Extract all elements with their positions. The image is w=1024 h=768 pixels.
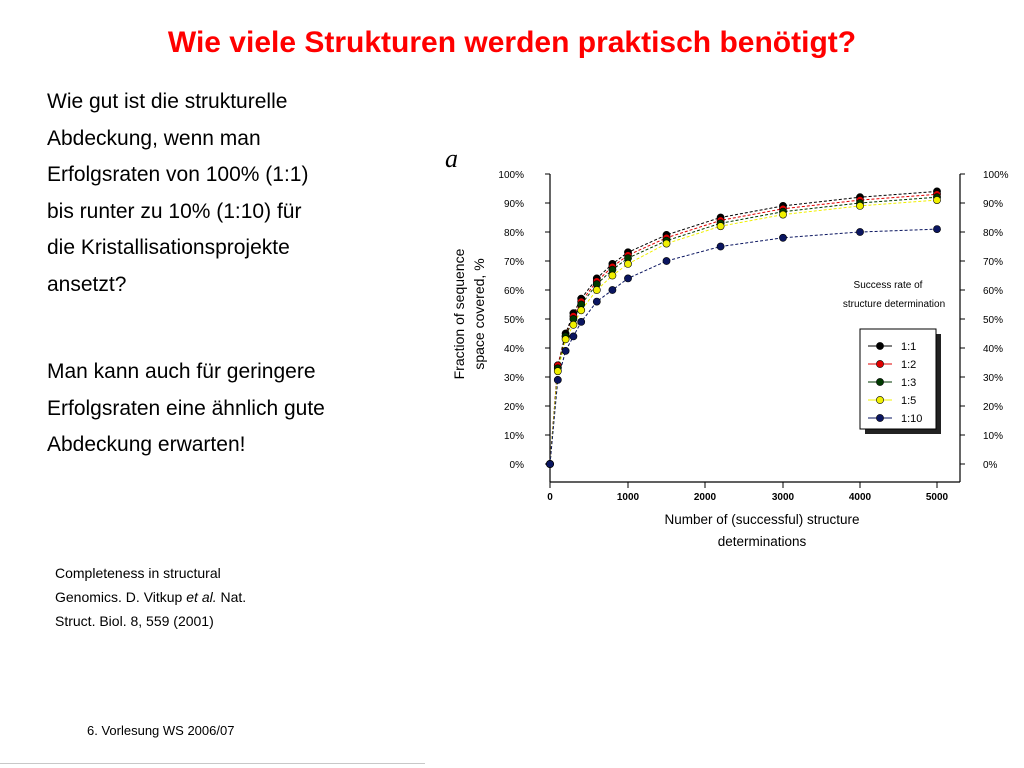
y-tick-label: 100% [498,170,524,181]
question-line: bis runter zu 10% (1:10) für [47,199,302,223]
data-point [562,336,569,343]
question-line: die Kristallisationsprojekte [47,236,290,259]
y-tick-label: 70% [503,257,524,268]
data-point [663,240,670,247]
y-tick-label: 60% [503,286,524,297]
data-point [578,318,585,325]
data-point [856,228,863,235]
y-tick-label: 20% [503,402,524,413]
legend-label: 1:2 [901,359,917,371]
y-tick-label: 30% [503,373,524,384]
legend-title: Success rate of [853,280,923,291]
data-point [933,197,940,204]
legend-label: 1:3 [901,377,917,389]
y-axis-label: space covered, % [471,258,487,370]
data-point [570,333,577,340]
question-paragraph [47,84,308,303]
data-point [856,202,863,209]
x-tick-label: 1000 [616,492,640,503]
x-tick-label: 0 [547,492,553,503]
data-point [546,460,553,467]
y-tick-label-right: 0% [983,460,998,471]
x-tick-label: 3000 [771,492,795,503]
answer-line: Abdeckung erwarten! [47,433,246,456]
y-tick-label-right: 30% [983,373,1004,384]
answer-paragraph [47,354,325,464]
data-point [578,307,585,314]
legend-box [860,329,936,429]
question-line: Wie gut ist die strukturelle [47,90,288,113]
legend-swatch-marker [876,396,883,403]
data-point [717,243,724,250]
y-tick-label-right: 10% [983,431,1004,442]
x-tick-label: 4000 [848,492,872,503]
y-tick-label: 90% [503,199,524,210]
question-line: ansetzt? [47,272,127,296]
y-tick-label-right: 90% [983,199,1004,210]
data-point [624,260,631,267]
answer-line: Man kann auch für geringere [47,360,316,383]
legend-swatch-marker [876,378,883,385]
x-tick-label: 5000 [925,492,949,503]
legend-title: structure determination [842,299,946,310]
y-tick-label: 40% [503,344,524,355]
data-point [554,368,561,375]
footer-text: 6. Vorlesung WS 2006/07 [87,723,235,738]
citation-authors: Genomics. D. Vitkup [55,589,187,605]
data-point [779,211,786,218]
data-point [609,272,616,279]
y-tick-label-right: 20% [983,402,1004,413]
citation-etal: et al. [186,589,217,605]
y-tick-label-right: 100% [983,170,1009,181]
data-point [562,347,569,354]
y-tick-label: 10% [503,431,524,442]
bottom-divider [0,763,425,764]
panel-label: a [445,144,458,173]
x-axis-label: determinations [717,534,807,549]
data-point [593,298,600,305]
slide-title: Wie viele Strukturen werden praktisch benötigt? [167,26,857,59]
citation-line [55,585,246,609]
legend-label: 1:10 [901,413,923,425]
y-tick-label-right: 60% [983,286,1004,297]
citation-line: Completeness in structural [55,565,221,581]
citation-journal: Nat. [216,589,247,605]
coverage-chart [440,160,1020,560]
citation-line: Struct. Biol. 8, 559 (2001) [55,613,214,629]
legend-label: 1:5 [901,395,917,407]
y-tick-label: 0% [509,460,524,471]
data-point [717,223,724,230]
question-line: Erfolgsraten von 100% (1:1) [47,163,309,186]
y-tick-label-right: 70% [983,257,1004,268]
legend-swatch-marker [876,342,883,349]
citation [55,561,246,633]
y-tick-label: 50% [503,315,524,326]
x-axis-label: Number of (successful) structure [664,512,860,527]
data-point [933,226,940,233]
data-point [624,275,631,282]
data-point [570,321,577,328]
y-tick-label-right: 50% [983,315,1004,326]
data-point [554,376,561,383]
y-tick-label: 80% [503,228,524,239]
legend-swatch-marker [876,414,883,421]
legend-swatch-marker [876,360,883,367]
y-tick-label-right: 80% [983,228,1004,239]
legend-label: 1:1 [901,341,917,353]
y-axis-label: Fraction of sequence [451,248,467,380]
data-point [663,257,670,264]
data-point [609,286,616,293]
data-point [593,286,600,293]
question-line: Abdeckung, wenn man [47,126,261,150]
answer-line: Erfolgsraten eine ähnlich gute [47,396,325,420]
x-tick-label: 2000 [693,492,717,503]
y-tick-label-right: 40% [983,344,1004,355]
data-point [779,234,786,241]
